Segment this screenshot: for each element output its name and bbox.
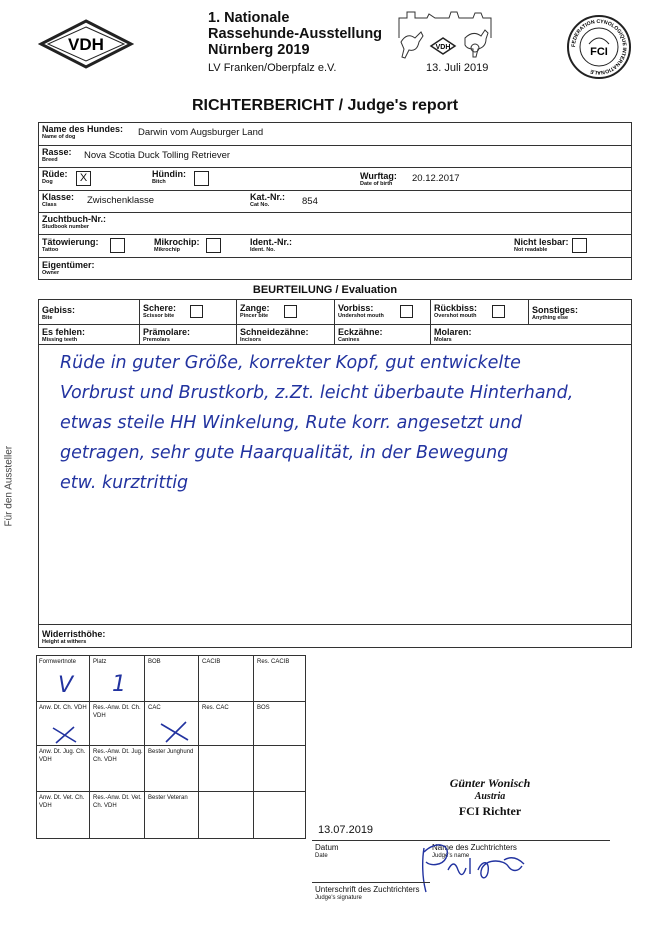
handwritten-line: Vorbrust und Brustkorb, z.Zt. leicht überbaute Hinterhand,	[60, 383, 574, 403]
missing-teeth-label: Es fehlen: Missing teeth	[42, 327, 86, 343]
incisors-label: Schneidezähne: Incisors	[240, 327, 309, 343]
male-checkbox[interactable]: X	[76, 171, 91, 186]
birth-value: 20.12.2017	[412, 173, 460, 184]
undershot-checkbox[interactable]	[400, 305, 413, 318]
height-label: Widerristhöhe: Height at withers	[42, 629, 106, 645]
nuernberg-dogs-logo	[393, 8, 495, 62]
pincer-checkbox[interactable]	[284, 305, 297, 318]
judge-stamp-name: Günter Wonisch	[449, 776, 531, 790]
grade-cell: Res.-Anw. Dt. Jug. Ch. VDH	[93, 749, 143, 763]
show-date: 13. Juli 2019	[426, 62, 489, 74]
evaluation-title: BEURTEILUNG / Evaluation	[252, 284, 398, 296]
grade-cell: BOS	[257, 705, 270, 711]
cat-value: 854	[302, 196, 318, 207]
grade-cell: Anw. Dt. Jug. Ch. VDH	[39, 749, 86, 763]
overshot-checkbox[interactable]	[492, 305, 505, 318]
handwritten-line: etw. kurztrittig	[60, 473, 189, 493]
grade-cell: Bester Veteran	[148, 795, 188, 801]
side-label: Für den Aussteller	[3, 445, 15, 527]
grade-mark: V	[58, 673, 74, 698]
judge-stamp	[410, 776, 570, 818]
scissor-label: Schere: Scissor bite	[143, 303, 177, 319]
judge-signature-label: Unterschrift des Zuchtrichters Judge's signature	[315, 885, 420, 901]
premolars-label: Prämolare: Premolars	[143, 327, 191, 343]
judge-signature	[412, 830, 552, 902]
place-mark: 1	[112, 672, 126, 697]
judge-name-label: Name des Zuchtrichters Judge's name	[432, 843, 517, 859]
handwritten-evaluation	[60, 348, 573, 498]
grade-cell: Platz	[93, 659, 107, 665]
vdh-logo-text: VDH	[68, 35, 104, 54]
show-title	[208, 10, 382, 58]
title-line-3: Nürnberg 2019	[208, 42, 310, 58]
fci-logo	[566, 14, 632, 80]
cross-mark	[158, 720, 192, 744]
grade-cell: Anw. Dt. Vet. Ch. VDH	[39, 795, 85, 809]
class-label: Klasse: Class	[42, 192, 75, 208]
grade-cell: Bester Junghund	[148, 749, 194, 755]
undershot-label: Vorbiss: Undershot mouth	[338, 303, 384, 319]
report-title: RICHTERBERICHT / Judge's report	[191, 97, 459, 114]
other-label: Sonstiges: Anything else	[532, 305, 579, 321]
vdh-logo	[38, 18, 134, 70]
height-box	[38, 625, 632, 648]
grade-cell: Anw. Dt. Ch. VDH	[39, 705, 87, 711]
female-checkbox[interactable]	[194, 171, 209, 186]
male-label: Rüde: Dog	[42, 169, 68, 185]
dog-name-label: Name des Hundes: Name of dog	[42, 124, 124, 140]
judge-date-value: 13.07.2019	[318, 824, 374, 836]
breed-label: Rasse: Breed	[42, 147, 72, 163]
grade-cell: Formwertnote	[39, 659, 77, 665]
chip-label: Mikrochip: Mikrochip	[154, 237, 200, 253]
cross-mark	[50, 724, 80, 746]
handwritten-line: getragen, sehr gute Haarqualität, in der Bewegung	[60, 443, 509, 463]
birth-label: Wurftag: Date of birth	[360, 171, 397, 187]
studbook-label: Zuchtbuch-Nr.: Studbook number	[42, 214, 106, 230]
molars-label: Molaren: Molars	[434, 327, 472, 343]
grade-cell: Res.-Anw. Dt. Vet. Ch. VDH	[93, 795, 142, 809]
grade-cell: Res. CAC	[202, 705, 229, 711]
bite-label: Gebiss: Bite	[42, 305, 76, 321]
owner-label: Eigentümer: Owner	[42, 260, 95, 276]
dog-name-value: Darwin vom Augsburger Land	[138, 127, 264, 138]
overshot-label: Rückbiss: Overshot mouth	[434, 303, 478, 319]
fci-ring-text: FEDERATION CYNOLOGIQUE INTERNATIONALE	[570, 18, 628, 76]
canines-label: Eckzähne: Canines	[338, 327, 383, 343]
breed-value: Nova Scotia Duck Tolling Retriever	[84, 150, 231, 161]
title-line-2: Rassehunde-Ausstellung	[208, 26, 383, 42]
scissor-checkbox[interactable]	[190, 305, 203, 318]
grade-cell: Res.-Anw. Dt. Ch. VDH	[93, 705, 141, 719]
center-logo-text: VDH	[435, 44, 451, 51]
grade-cell: Res. CACIB	[257, 659, 290, 665]
judge-date-label: Datum Date	[315, 843, 339, 859]
handwritten-line: Rüde in guter Größe, korrekter Kopf, gut entwickelte	[60, 353, 521, 373]
cat-label: Kat.-Nr.: Cat No.	[250, 192, 286, 208]
chip-checkbox[interactable]	[206, 238, 221, 253]
grade-cell: CACIB	[202, 659, 221, 665]
organizer: LV Franken/Oberpfalz e.V.	[208, 62, 337, 74]
judge-stamp-country: Austria	[474, 791, 506, 802]
grade-cell: CAC	[148, 705, 161, 711]
tattoo-label: Tätowierung: Tattoo	[42, 237, 99, 253]
unreadable-label: Nicht lesbar: Not readable	[514, 237, 569, 253]
ident-label: Ident.-Nr.: Ident. No.	[250, 237, 292, 253]
judge-stamp-title: FCI Richter	[458, 804, 522, 818]
fci-logo-text: FCI	[590, 46, 608, 58]
title-line-1: 1. Nationale	[208, 10, 290, 26]
tattoo-checkbox[interactable]	[110, 238, 125, 253]
unreadable-checkbox[interactable]	[572, 238, 587, 253]
class-value: Zwischenklasse	[87, 195, 155, 206]
grade-cell: BOB	[148, 659, 161, 665]
female-label: Hündin: Bitch	[152, 169, 186, 185]
grades-grid	[36, 655, 306, 839]
handwritten-line: etwas steile HH Winkelung, Rute korr. angesetzt und	[60, 413, 522, 433]
pincer-label: Zange: Pincer bite	[240, 303, 270, 319]
